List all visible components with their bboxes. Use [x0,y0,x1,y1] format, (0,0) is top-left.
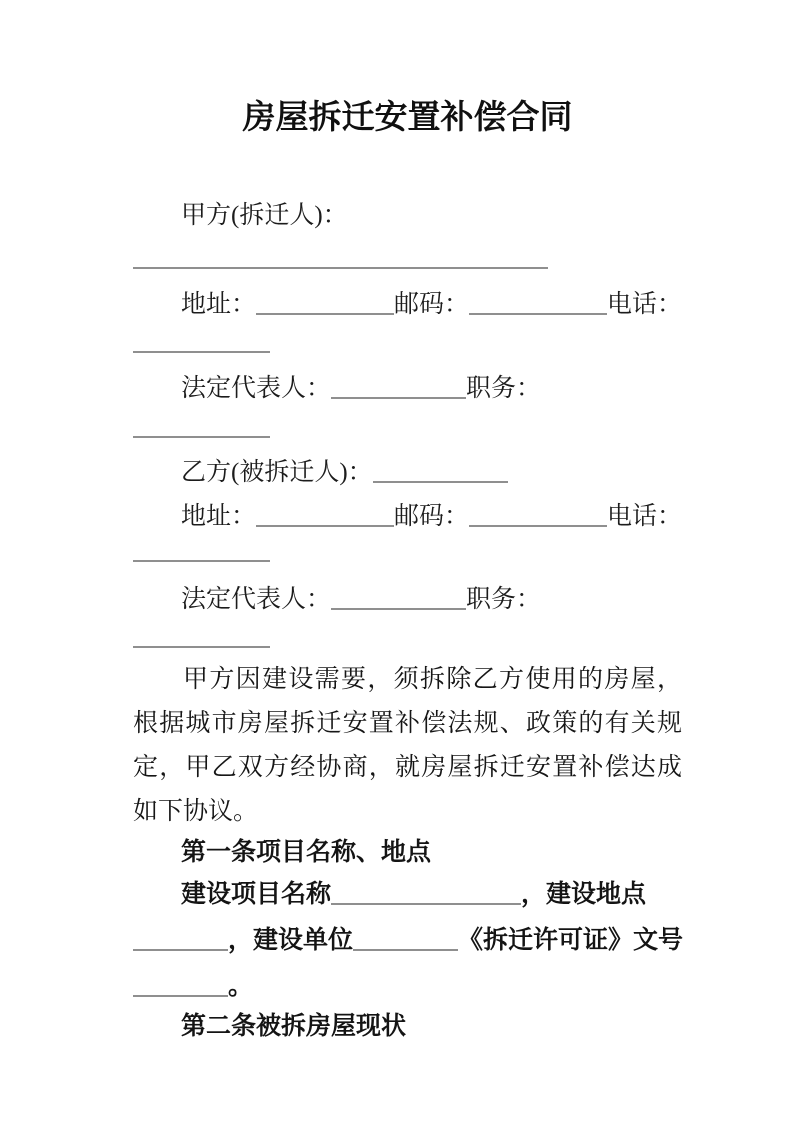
address-label: 地址： [181,291,257,318]
postcode-blank [469,521,607,527]
construction-unit-label: ，建设单位 [228,927,354,954]
project-name-line [133,872,682,918]
party-b-label: 乙方(被拆迁人)： [181,459,373,486]
project-name-blank [331,899,521,905]
legal-rep-label: 法定代表人： [181,586,332,613]
party-a-label: 甲方(拆迁人)： [181,202,348,229]
project-name-label: 建设项目名称 [181,881,332,908]
position-label: 职务： [466,586,542,613]
permit-number-fill-line [133,964,682,1010]
address-blank [256,309,394,315]
party-a-name-fill-line [133,267,548,269]
party-b-line [133,458,682,488]
party-b-phone-fill-line [133,560,270,562]
postcode-label: 邮码： [394,503,470,530]
postcode-blank [469,309,607,315]
party-a-position-fill-line [133,436,270,438]
legal-rep-label: 法定代表人： [181,375,332,402]
construction-unit-line [133,918,682,964]
permit-number-label: 《拆迁许可证》文号 [458,927,684,954]
article-1-heading: 第一条项目名称、地点 [181,839,432,866]
phone-label: 电话： [607,503,683,530]
permit-number-blank [133,991,228,997]
address-blank [256,521,394,527]
party-b-contact-line [133,502,682,532]
project-location-label: ，建设地点 [521,881,647,908]
legal-rep-blank [331,604,466,610]
party-b-name-blank [373,477,508,483]
address-label: 地址： [181,503,257,530]
article-2-heading: 第二条被拆房屋现状 [181,1013,407,1040]
legal-rep-blank [331,393,466,399]
party-a-legal-rep-line [133,374,682,404]
position-label: 职务： [466,375,542,402]
project-location-blank [133,945,228,951]
sentence-end-mark: 。 [228,973,254,1000]
party-b-position-fill-line [133,646,270,648]
party-b-legal-rep-line [133,585,682,615]
document-title: 房屋拆迁安置补偿合同 [242,100,573,136]
party-a-contact-line [133,290,682,320]
intro-paragraph: 甲方因建设需要，须拆除乙方使用的房屋，根据城市房屋拆迁安置补偿法规、政策的有关规定，甲乙双方经协商，就房屋拆迁安置补偿达成如下协议。 [133,666,682,825]
construction-unit-blank [353,945,458,951]
postcode-label: 邮码： [394,291,470,318]
party-a-line [133,201,682,231]
phone-label: 电话： [607,291,683,318]
party-a-phone-fill-line [133,351,270,353]
